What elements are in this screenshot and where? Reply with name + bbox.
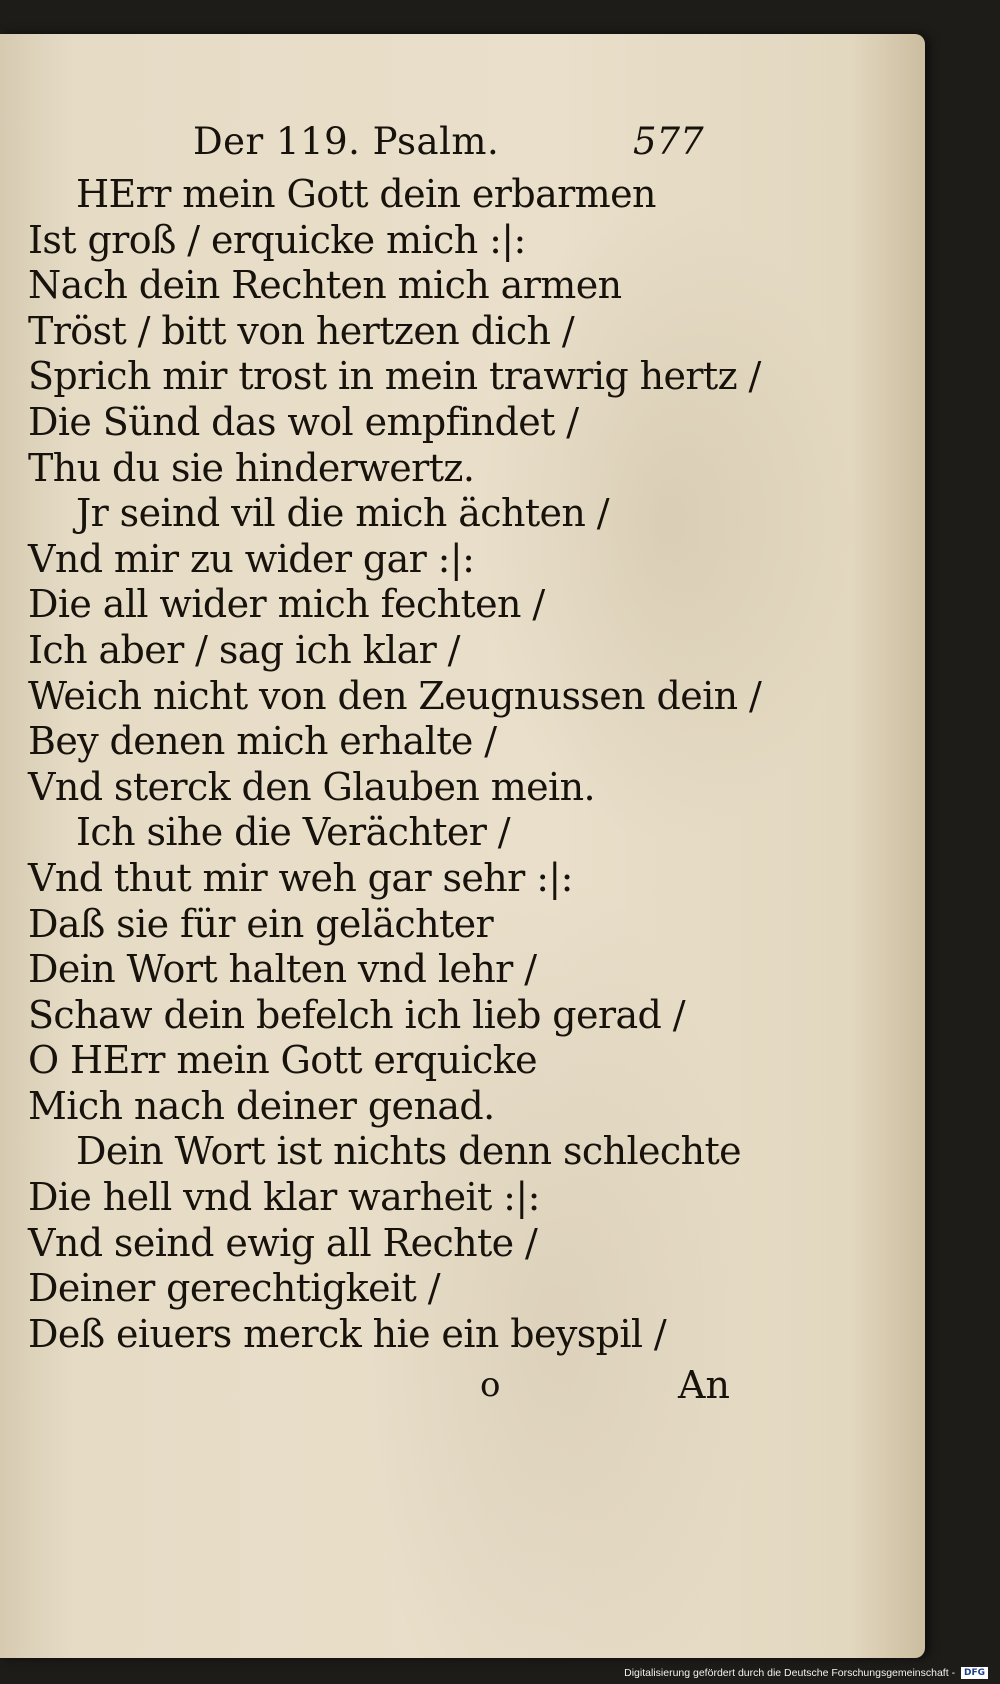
verse-line: Jr seind vil die mich ächten / (76, 491, 609, 536)
dfg-logo: DFG (961, 1667, 988, 1679)
page-number: 577 (633, 120, 704, 163)
verse-2 (28, 491, 762, 810)
running-title: Der 119. Psalm. (193, 120, 500, 163)
catchword: An (678, 1363, 730, 1408)
verse-line: Nach dein Rechten mich armen (28, 263, 622, 308)
verse-line: Ich sihe die Verächter / (76, 810, 511, 855)
verse-line: HErr mein Gott dein erbarmen (76, 172, 656, 216)
verse-line: Sprich mir trost in mein trawrig hertz / (28, 354, 761, 399)
page-footer (28, 1361, 728, 1409)
verse-line: Ist groß / erquicke mich :|: (28, 217, 526, 262)
verse-line: Schaw dein befelch ich lieb gerad / (28, 992, 685, 1037)
signature-mark: o (480, 1365, 501, 1406)
verse-line: Ich aber / sag ich klar / (28, 627, 460, 672)
verse-line: Mich nach deiner genad. (28, 1083, 495, 1128)
verse-line: Vnd thut mir weh gar sehr :|: (28, 855, 573, 900)
book-page (0, 34, 925, 1658)
verse-line: O HErr mein Gott erquicke (28, 1038, 538, 1083)
credit-text: Digitalisierung gefördert durch die Deutsche Forschungsgemeinschaft - (624, 1666, 956, 1679)
verse-3 (28, 810, 728, 1129)
verse-line: Die hell vnd klar warheit :|: (28, 1175, 540, 1220)
verse-1 (28, 172, 761, 491)
verse-line: Daß sie für ein gelächter (28, 901, 494, 946)
verse-line: Die all wider mich fechten / (28, 582, 545, 627)
verse-line: Deiner gerechtigkeit / (28, 1266, 440, 1311)
verse-line: Deß eiuers merck hie ein beyspil / (28, 1311, 667, 1356)
page-text (28, 120, 762, 1409)
verse-line: Dein Wort halten vnd lehr / (28, 947, 537, 992)
running-header (28, 120, 728, 164)
verse-line: Weich nicht von den Zeugnussen dein / (28, 673, 762, 718)
verse-line: Vnd seind ewig all Rechte / (28, 1220, 538, 1265)
verse-line: Die Sünd das wol empfindet / (28, 399, 579, 444)
verse-line: Vnd mir zu wider gar :|: (28, 536, 475, 581)
verse-line: Vnd sterck den Glauben mein. (28, 764, 595, 809)
verse-line: Tröst / bitt von hertzen dich / (28, 308, 575, 353)
verse-4 (28, 1129, 742, 1357)
verse-line: Bey denen mich erhalte / (28, 719, 497, 764)
verse-line: Thu du sie hinderwertz. (28, 445, 475, 490)
verse-line: Dein Wort ist nichts denn schlechte (76, 1129, 742, 1174)
digitization-credit (624, 1667, 988, 1679)
